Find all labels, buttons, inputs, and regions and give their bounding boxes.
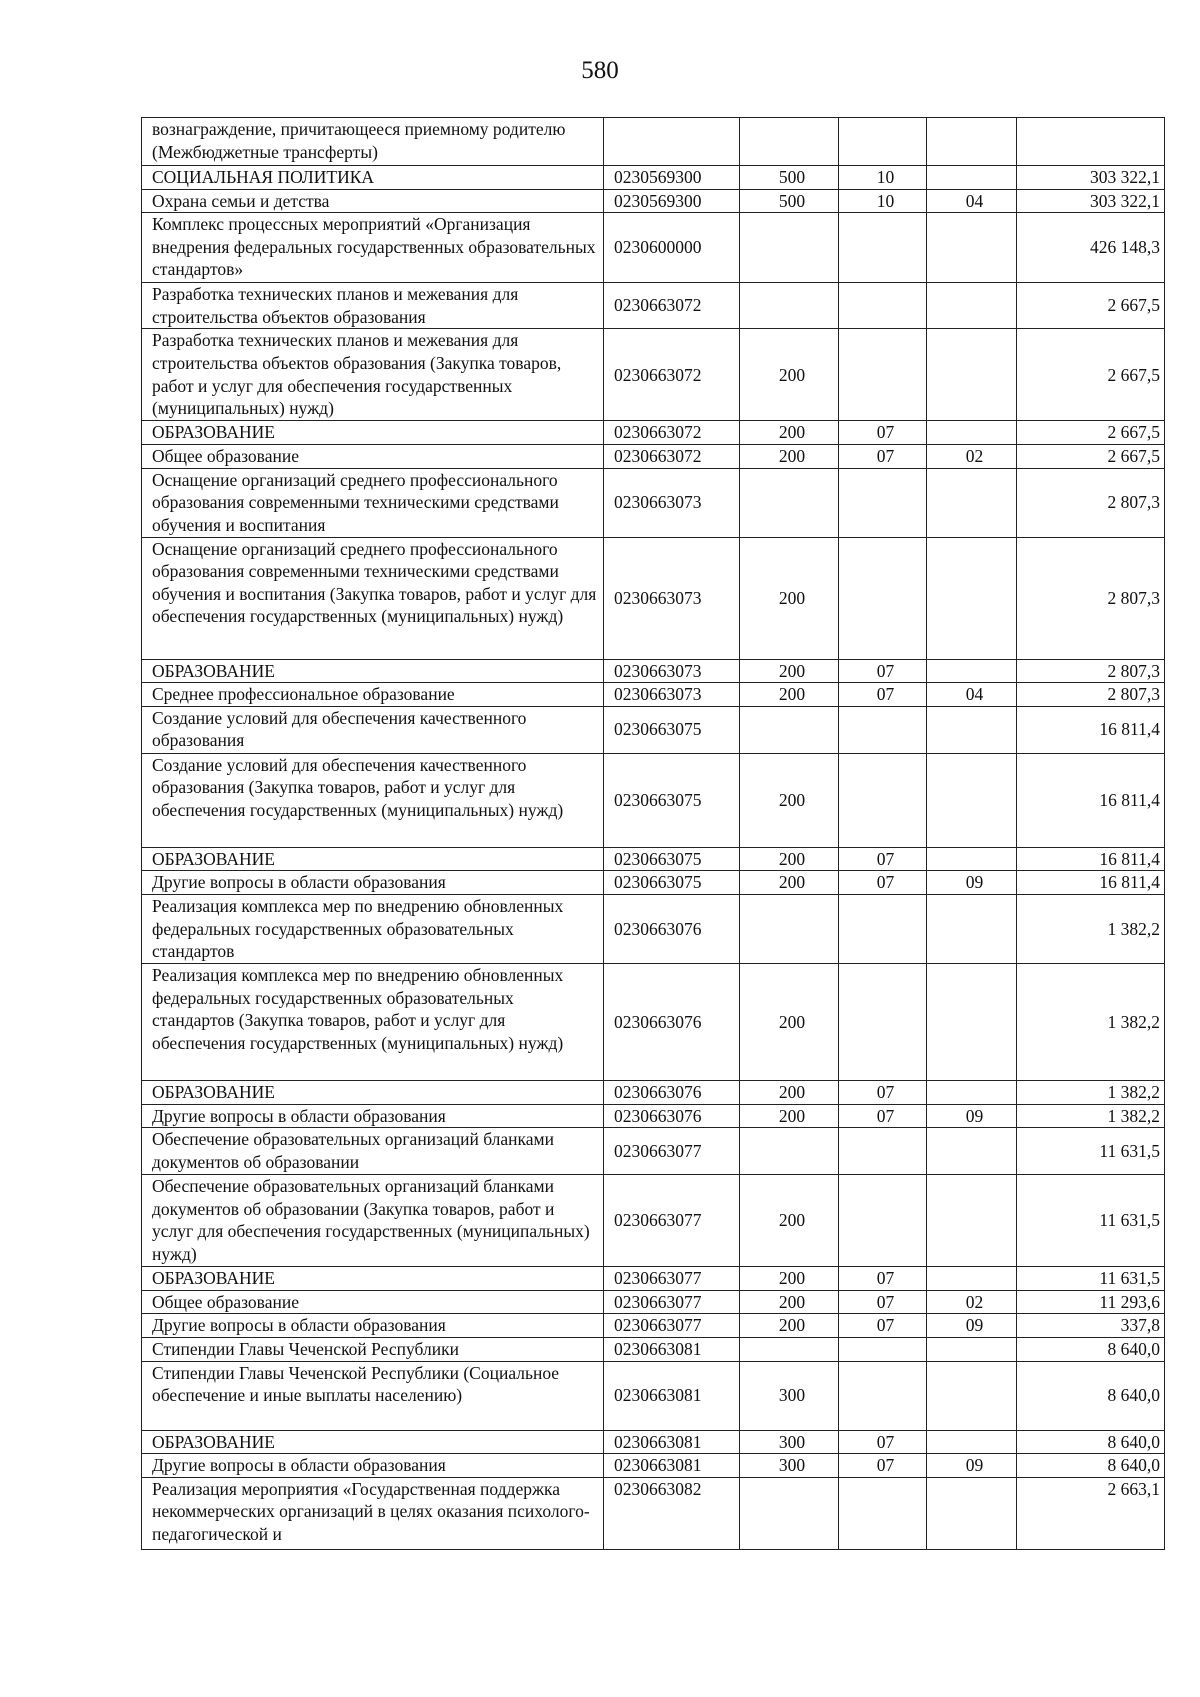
row-pr-cell (927, 537, 1017, 659)
table-row (142, 847, 1165, 871)
row-sum-cell: 11 293,6 (1017, 1290, 1165, 1314)
row-vr-cell (740, 894, 839, 963)
row-name-cell: Общее образование (142, 444, 604, 468)
row-pr-cell (927, 166, 1017, 190)
row-name-cell: Оснащение организаций среднего профессионального образования современными техническими средствами обучения и воспитания (Закупка товаров, работ и услуг для обеспечения государственных (муниципальных) нужд) (142, 537, 604, 659)
row-pr-cell (927, 329, 1017, 421)
row-pr-cell: 04 (927, 683, 1017, 707)
table-row (142, 1290, 1165, 1314)
row-code-cell: 0230663072 (604, 421, 740, 445)
row-name-cell: ОБРАЗОВАНИЕ (142, 1430, 604, 1454)
row-pr-cell (927, 963, 1017, 1080)
row-code-cell: 0230663073 (604, 468, 740, 537)
row-name-cell: Разработка технических планов и межевания для строительства объектов образования (142, 283, 604, 329)
table-row (142, 1267, 1165, 1291)
row-code-cell: 0230663077 (604, 1267, 740, 1291)
row-pr-cell (927, 894, 1017, 963)
row-vr-cell: 200 (740, 1267, 839, 1291)
row-pr-cell (927, 283, 1017, 329)
table-row (142, 166, 1165, 190)
row-vr-cell: 200 (740, 847, 839, 871)
row-sum-cell: 337,8 (1017, 1314, 1165, 1338)
row-vr-cell: 500 (740, 166, 839, 190)
table-row (142, 189, 1165, 213)
table-row (142, 1080, 1165, 1104)
table-row (142, 1175, 1165, 1267)
row-rz-cell: 07 (839, 1314, 927, 1338)
table-row (142, 1314, 1165, 1338)
row-rz-cell: 07 (839, 659, 927, 683)
row-name-cell: Реализация комплекса мер по внедрению обновленных федеральных государственных образовательных стандартов (Закупка товаров, работ и услуг для обеспечения государственных (муниципальных) нужд) (142, 963, 604, 1080)
table-row (142, 753, 1165, 847)
row-sum-cell: 11 631,5 (1017, 1128, 1165, 1175)
row-sum-cell: 11 631,5 (1017, 1267, 1165, 1291)
row-pr-cell: 02 (927, 1290, 1017, 1314)
table-row (142, 1477, 1165, 1549)
row-name-cell: Охрана семьи и детства (142, 189, 604, 213)
row-sum-cell: 8 640,0 (1017, 1454, 1165, 1478)
row-name-cell: Разработка технических планов и межевания для строительства объектов образования (Закупка товаров, работ и услуг для обеспечения государственных (муниципальных) нужд) (142, 329, 604, 421)
row-code-cell: 0230663073 (604, 659, 740, 683)
row-vr-cell (740, 1337, 839, 1361)
row-pr-cell (927, 1267, 1017, 1291)
row-sum-cell: 2 667,5 (1017, 283, 1165, 329)
row-pr-cell (927, 118, 1017, 166)
row-rz-cell (839, 118, 927, 166)
row-sum-cell: 1 382,2 (1017, 963, 1165, 1080)
row-vr-cell: 200 (740, 753, 839, 847)
row-code-cell: 0230663075 (604, 753, 740, 847)
row-code-cell: 0230663081 (604, 1454, 740, 1478)
table-row (142, 213, 1165, 283)
row-pr-cell (927, 659, 1017, 683)
row-sum-cell: 16 811,4 (1017, 706, 1165, 753)
row-rz-cell: 07 (839, 1454, 927, 1478)
table-row (142, 468, 1165, 537)
row-vr-cell: 500 (740, 189, 839, 213)
row-name-cell: Реализация комплекса мер по внедрению обновленных федеральных государственных образовательных стандартов (142, 894, 604, 963)
row-pr-cell: 09 (927, 1104, 1017, 1128)
row-code-cell: 0230663076 (604, 1080, 740, 1104)
row-name-cell: Оснащение организаций среднего профессионального образования современными техническими средствами обучения и воспитания (142, 468, 604, 537)
row-code-cell: 0230600000 (604, 213, 740, 283)
row-sum-cell: 2 807,3 (1017, 659, 1165, 683)
row-pr-cell: 09 (927, 1454, 1017, 1478)
row-rz-cell (839, 1337, 927, 1361)
row-rz-cell: 07 (839, 683, 927, 707)
row-sum-cell: 2 667,5 (1017, 329, 1165, 421)
row-vr-cell: 300 (740, 1430, 839, 1454)
row-name-cell: Стипендии Главы Чеченской Республики (Социальное обеспечение и иные выплаты населению) (142, 1361, 604, 1430)
table-row (142, 421, 1165, 445)
row-pr-cell: 09 (927, 1314, 1017, 1338)
budget-table-body (142, 118, 1165, 1550)
table-row (142, 963, 1165, 1080)
row-rz-cell (839, 963, 927, 1080)
table-row (142, 118, 1165, 166)
row-sum-cell: 8 640,0 (1017, 1361, 1165, 1430)
row-vr-cell: 200 (740, 444, 839, 468)
row-code-cell: 0230663072 (604, 329, 740, 421)
row-vr-cell: 300 (740, 1361, 839, 1430)
row-code-cell: 0230663076 (604, 963, 740, 1080)
row-name-cell: Обеспечение образовательных организаций бланками документов об образовании (Закупка товаров, работ и услуг для обеспечения государственных (муниципальных) нужд) (142, 1175, 604, 1267)
table-row (142, 1104, 1165, 1128)
row-rz-cell: 07 (839, 1290, 927, 1314)
row-code-cell: 0230569300 (604, 189, 740, 213)
row-pr-cell: 02 (927, 444, 1017, 468)
row-code-cell: 0230569300 (604, 166, 740, 190)
row-rz-cell (839, 753, 927, 847)
table-row (142, 1128, 1165, 1175)
row-vr-cell: 200 (740, 421, 839, 445)
row-name-cell: Общее образование (142, 1290, 604, 1314)
row-sum-cell: 2 663,1 (1017, 1477, 1165, 1549)
table-row (142, 871, 1165, 895)
row-sum-cell: 2 807,3 (1017, 468, 1165, 537)
row-rz-cell (839, 894, 927, 963)
row-vr-cell: 200 (740, 1314, 839, 1338)
row-pr-cell (927, 468, 1017, 537)
row-name-cell: вознаграждение, причитающееся приемному родителю (Межбюджетные трансферты) (142, 118, 604, 166)
row-pr-cell (927, 421, 1017, 445)
row-pr-cell (927, 1337, 1017, 1361)
row-name-cell: Другие вопросы в области образования (142, 1454, 604, 1478)
row-code-cell: 0230663082 (604, 1477, 740, 1549)
budget-table (141, 117, 1165, 1550)
row-pr-cell (927, 1430, 1017, 1454)
row-pr-cell (927, 1175, 1017, 1267)
row-name-cell: ОБРАЗОВАНИЕ (142, 1267, 604, 1291)
row-sum-cell: 16 811,4 (1017, 753, 1165, 847)
row-rz-cell: 07 (839, 1080, 927, 1104)
table-row (142, 537, 1165, 659)
row-name-cell: Среднее профессиональное образование (142, 683, 604, 707)
table-row (142, 444, 1165, 468)
row-pr-cell (927, 1477, 1017, 1549)
row-code-cell: 0230663073 (604, 537, 740, 659)
row-rz-cell (839, 213, 927, 283)
row-rz-cell: 07 (839, 1267, 927, 1291)
row-pr-cell (927, 1128, 1017, 1175)
row-sum-cell: 16 811,4 (1017, 847, 1165, 871)
row-vr-cell (740, 1477, 839, 1549)
row-code-cell: 0230663077 (604, 1314, 740, 1338)
row-vr-cell: 200 (740, 1080, 839, 1104)
row-rz-cell: 07 (839, 444, 927, 468)
row-sum-cell: 2 807,3 (1017, 683, 1165, 707)
row-code-cell: 0230663076 (604, 894, 740, 963)
table-row (142, 1430, 1165, 1454)
table-row (142, 1361, 1165, 1430)
row-vr-cell (740, 706, 839, 753)
row-name-cell: ОБРАЗОВАНИЕ (142, 421, 604, 445)
table-row (142, 329, 1165, 421)
row-rz-cell (839, 1128, 927, 1175)
row-code-cell: 0230663075 (604, 706, 740, 753)
row-code-cell (604, 118, 740, 166)
row-vr-cell: 200 (740, 1104, 839, 1128)
row-code-cell: 0230663077 (604, 1290, 740, 1314)
row-rz-cell (839, 329, 927, 421)
row-name-cell: Другие вопросы в области образования (142, 1314, 604, 1338)
row-pr-cell: 09 (927, 871, 1017, 895)
row-rz-cell (839, 468, 927, 537)
row-vr-cell: 200 (740, 963, 839, 1080)
row-vr-cell (740, 118, 839, 166)
row-code-cell: 0230663075 (604, 871, 740, 895)
row-name-cell: Стипендии Главы Чеченской Республики (142, 1337, 604, 1361)
row-name-cell: Комплекс процессных мероприятий «Организация внедрения федеральных государственных образовательных стандартов» (142, 213, 604, 283)
row-pr-cell (927, 753, 1017, 847)
row-rz-cell (839, 1477, 927, 1549)
row-name-cell: Создание условий для обеспечения качественного образования (Закупка товаров, работ и услуг для обеспечения государственных (муниципальных) нужд) (142, 753, 604, 847)
row-code-cell: 0230663081 (604, 1430, 740, 1454)
row-name-cell: ОБРАЗОВАНИЕ (142, 659, 604, 683)
row-name-cell: ОБРАЗОВАНИЕ (142, 847, 604, 871)
row-sum-cell: 426 148,3 (1017, 213, 1165, 283)
row-rz-cell: 07 (839, 1104, 927, 1128)
row-vr-cell: 200 (740, 871, 839, 895)
page-number: 580 (581, 57, 619, 84)
row-vr-cell (740, 213, 839, 283)
row-rz-cell: 07 (839, 421, 927, 445)
row-code-cell: 0230663081 (604, 1361, 740, 1430)
row-name-cell: Обеспечение образовательных организаций бланками документов об образовании (142, 1128, 604, 1175)
row-sum-cell: 2 667,5 (1017, 444, 1165, 468)
row-rz-cell: 07 (839, 1430, 927, 1454)
table-row (142, 659, 1165, 683)
row-vr-cell (740, 283, 839, 329)
table-row (142, 1454, 1165, 1478)
row-sum-cell: 1 382,2 (1017, 894, 1165, 963)
table-row (142, 894, 1165, 963)
row-name-cell: Другие вопросы в области образования (142, 1104, 604, 1128)
row-code-cell: 0230663072 (604, 444, 740, 468)
row-sum-cell: 303 322,1 (1017, 189, 1165, 213)
row-sum-cell: 8 640,0 (1017, 1337, 1165, 1361)
row-sum-cell: 2 807,3 (1017, 537, 1165, 659)
row-code-cell: 0230663072 (604, 283, 740, 329)
row-rz-cell: 07 (839, 871, 927, 895)
row-pr-cell (927, 706, 1017, 753)
row-vr-cell: 200 (740, 683, 839, 707)
row-code-cell: 0230663075 (604, 847, 740, 871)
row-rz-cell (839, 1175, 927, 1267)
row-vr-cell: 200 (740, 1290, 839, 1314)
row-name-cell: Другие вопросы в области образования (142, 871, 604, 895)
row-rz-cell: 07 (839, 847, 927, 871)
row-sum-cell: 16 811,4 (1017, 871, 1165, 895)
row-pr-cell (927, 1080, 1017, 1104)
row-vr-cell (740, 468, 839, 537)
row-vr-cell: 200 (740, 1175, 839, 1267)
row-code-cell: 0230663073 (604, 683, 740, 707)
row-vr-cell: 200 (740, 537, 839, 659)
row-sum-cell: 1 382,2 (1017, 1104, 1165, 1128)
row-code-cell: 0230663076 (604, 1104, 740, 1128)
row-sum-cell: 303 322,1 (1017, 166, 1165, 190)
row-vr-cell: 200 (740, 329, 839, 421)
row-rz-cell (839, 1361, 927, 1430)
row-pr-cell (927, 1361, 1017, 1430)
row-name-cell: Реализация мероприятия «Государственная поддержка некоммерческих организаций в целях оказания психолого-педагогической и (142, 1477, 604, 1549)
table-row (142, 283, 1165, 329)
row-rz-cell (839, 706, 927, 753)
row-sum-cell: 11 631,5 (1017, 1175, 1165, 1267)
row-code-cell: 0230663077 (604, 1128, 740, 1175)
row-vr-cell: 300 (740, 1454, 839, 1478)
row-name-cell: ОБРАЗОВАНИЕ (142, 1080, 604, 1104)
row-sum-cell (1017, 118, 1165, 166)
row-vr-cell (740, 1128, 839, 1175)
row-sum-cell: 1 382,2 (1017, 1080, 1165, 1104)
row-name-cell: СОЦИАЛЬНАЯ ПОЛИТИКА (142, 166, 604, 190)
row-name-cell: Создание условий для обеспечения качественного образования (142, 706, 604, 753)
row-pr-cell (927, 847, 1017, 871)
row-sum-cell: 2 667,5 (1017, 421, 1165, 445)
table-row (142, 1337, 1165, 1361)
table-row (142, 683, 1165, 707)
row-rz-cell: 10 (839, 166, 927, 190)
row-code-cell: 0230663081 (604, 1337, 740, 1361)
row-sum-cell: 8 640,0 (1017, 1430, 1165, 1454)
row-pr-cell: 04 (927, 189, 1017, 213)
table-row (142, 706, 1165, 753)
row-rz-cell (839, 537, 927, 659)
row-pr-cell (927, 213, 1017, 283)
row-rz-cell: 10 (839, 189, 927, 213)
row-code-cell: 0230663077 (604, 1175, 740, 1267)
row-rz-cell (839, 283, 927, 329)
row-vr-cell: 200 (740, 659, 839, 683)
